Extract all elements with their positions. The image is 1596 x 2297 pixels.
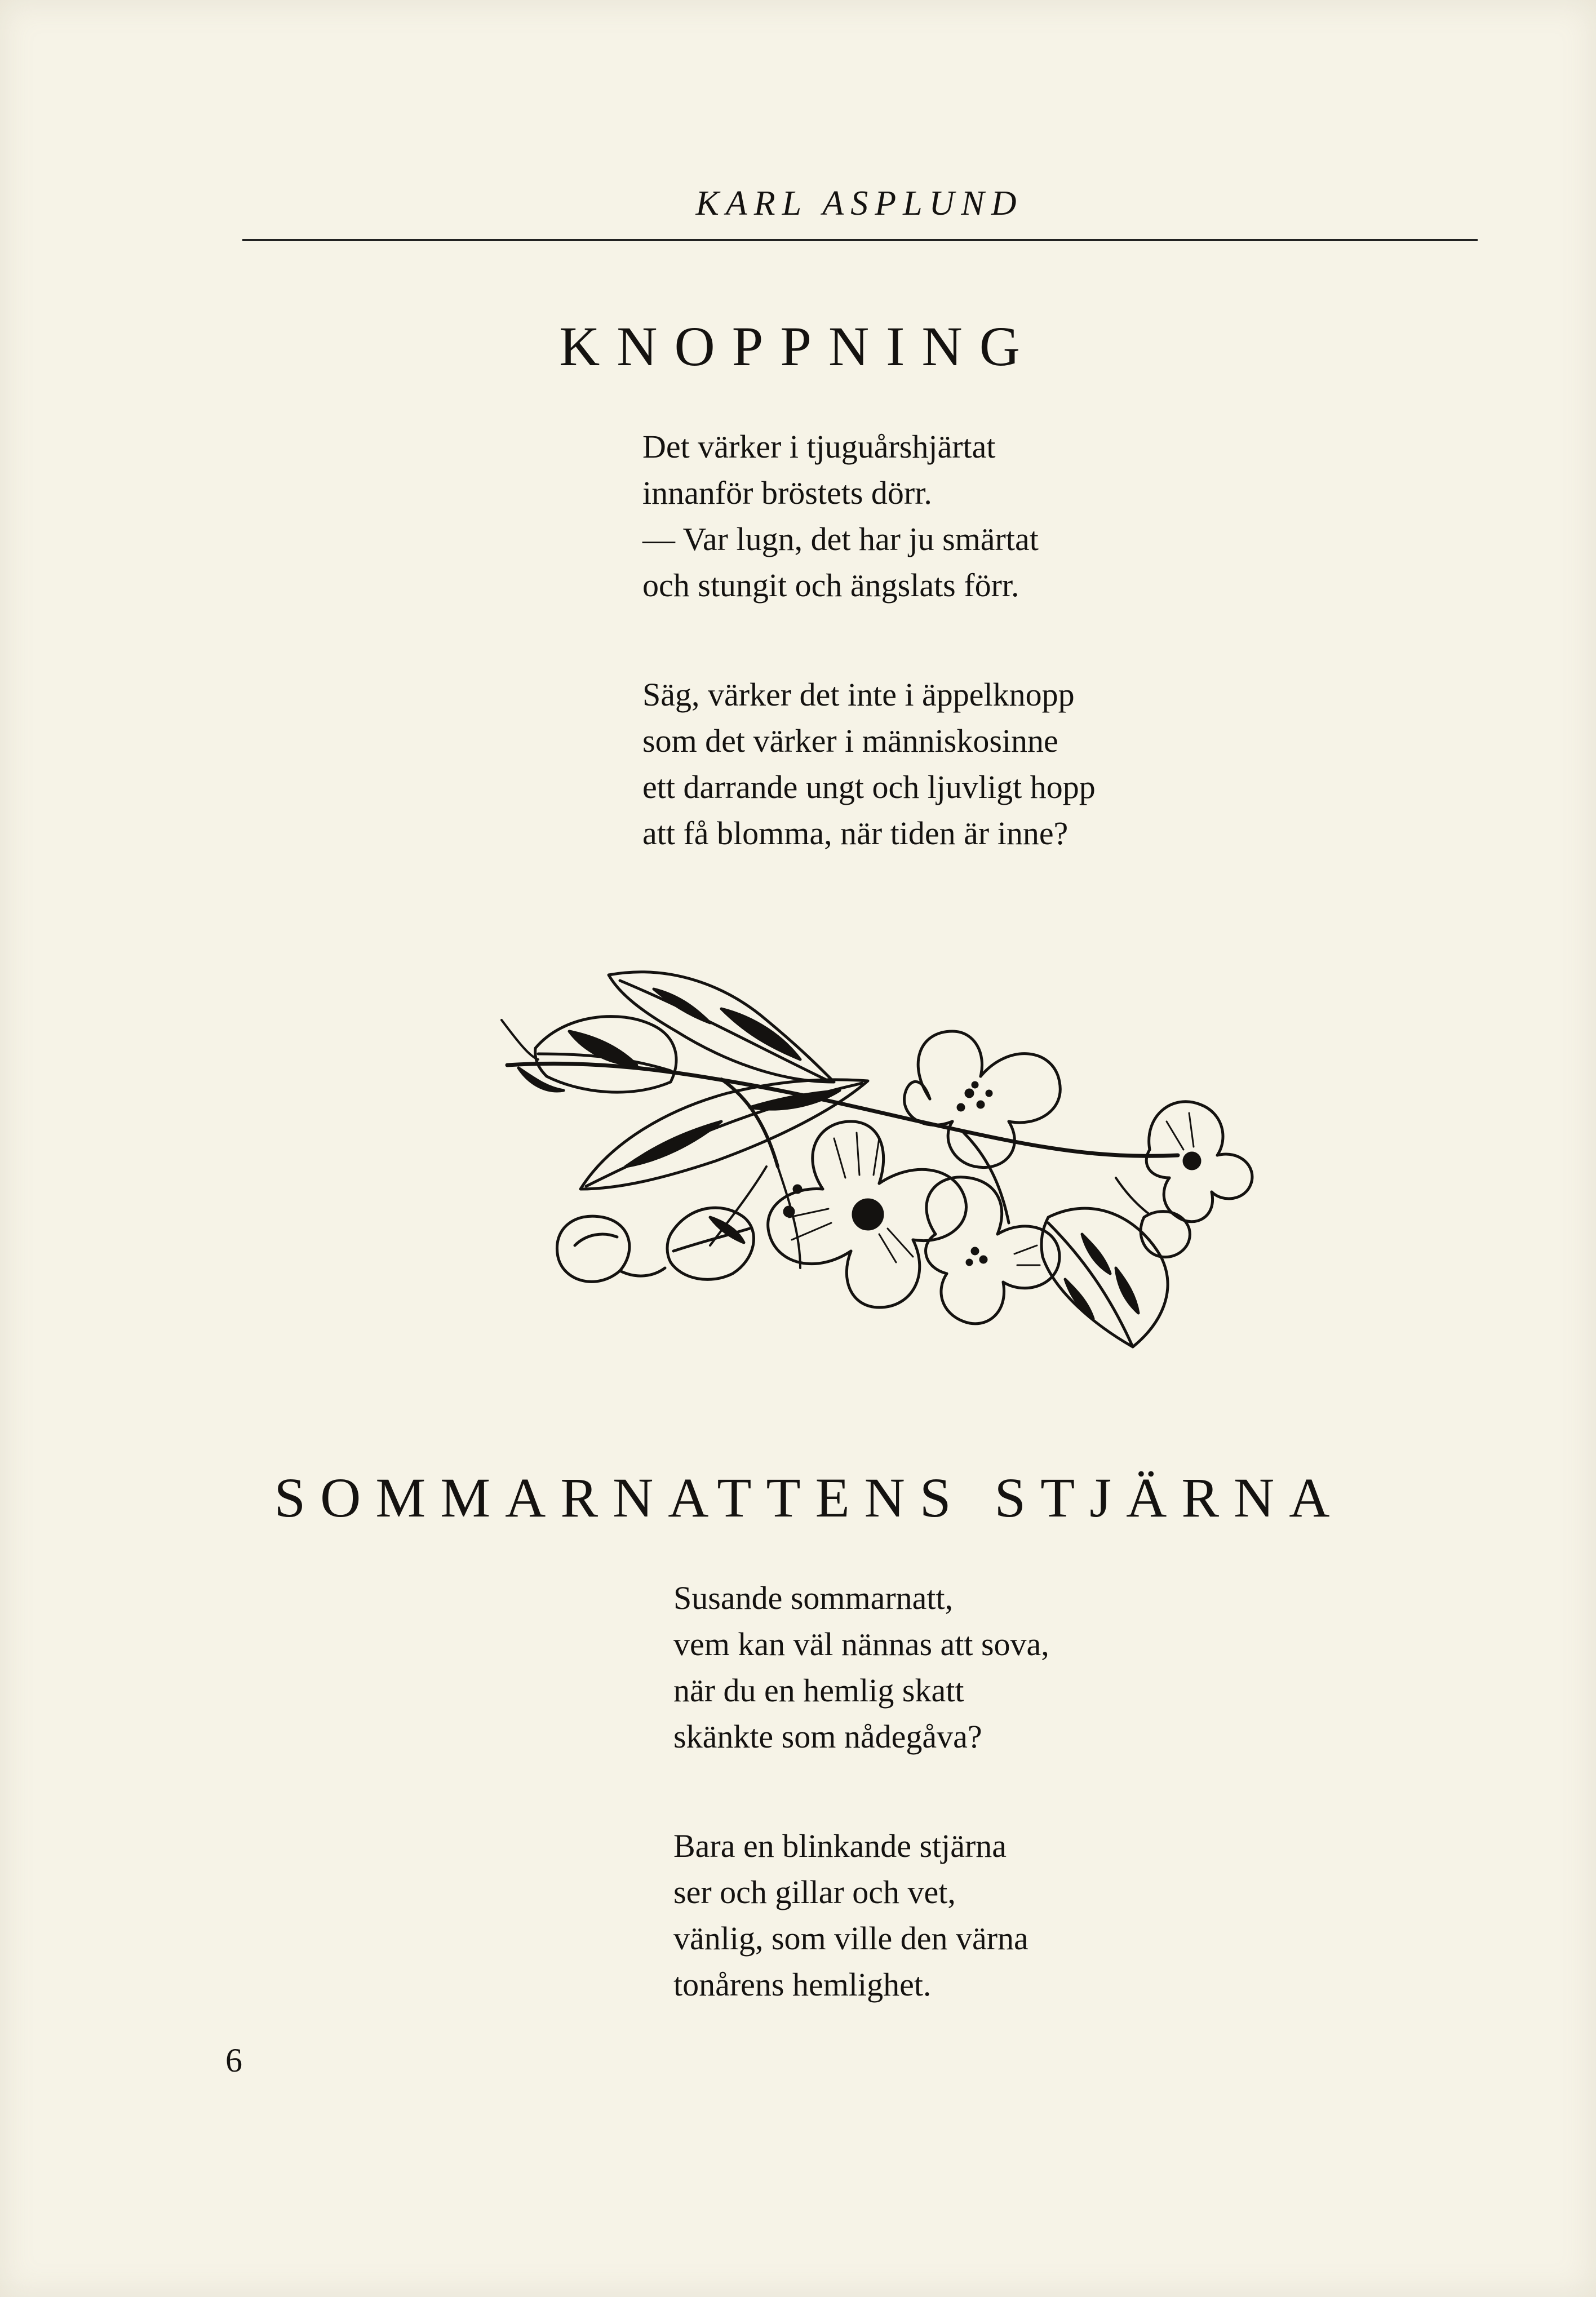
- poem-line: skänkte som nådegåva?: [673, 1718, 982, 1755]
- poem-line: — Var lugn, det har ju smärtat: [642, 521, 1039, 557]
- poem-line: och stungit och ängslats förr.: [642, 567, 1019, 604]
- poem-line: ett darrande ungt och ljuvligt hopp: [642, 769, 1096, 805]
- poem-line: Det värker i tjuguårshjärtat: [642, 428, 996, 465]
- poem-line: ser och gillar och vet,: [673, 1874, 956, 1910]
- poem-line: att få blomma, när tiden är inne?: [642, 815, 1069, 852]
- poem-line: vänlig, som ville den värna: [673, 1920, 1028, 1957]
- apple-blossom-branch-icon: [485, 952, 1262, 1375]
- poem-title-sommarnattens-stjarna: SOMMARNATTENS STJÄRNA: [274, 1466, 1345, 1529]
- page-number: 6: [225, 2042, 242, 2079]
- stanza-2: [642, 672, 1096, 857]
- poem-line: tonårens hemlighet.: [673, 1966, 932, 2003]
- poem-line: när du en hemlig skatt: [673, 1672, 964, 1709]
- poem-line: innanför bröstets dörr.: [642, 475, 932, 511]
- stanza-4: [673, 1823, 1028, 2008]
- poem-line: som det värker i människosinne: [642, 722, 1058, 759]
- poem-line: Bara en blinkande stjärna: [673, 1828, 1007, 1864]
- poem-line: Säg, värker det inte i äppelknopp: [642, 676, 1075, 713]
- stanza-3: [673, 1575, 1049, 1760]
- running-head: KARL ASPLUND: [695, 184, 1023, 223]
- poem-line: vem kan väl nännas att sova,: [673, 1626, 1049, 1662]
- stanza-1: [642, 424, 1039, 609]
- poem-title-knoppning: KNOPPNING: [559, 315, 1037, 378]
- header-rule: [242, 239, 1478, 241]
- poem-line: Susande sommarnatt,: [673, 1580, 954, 1616]
